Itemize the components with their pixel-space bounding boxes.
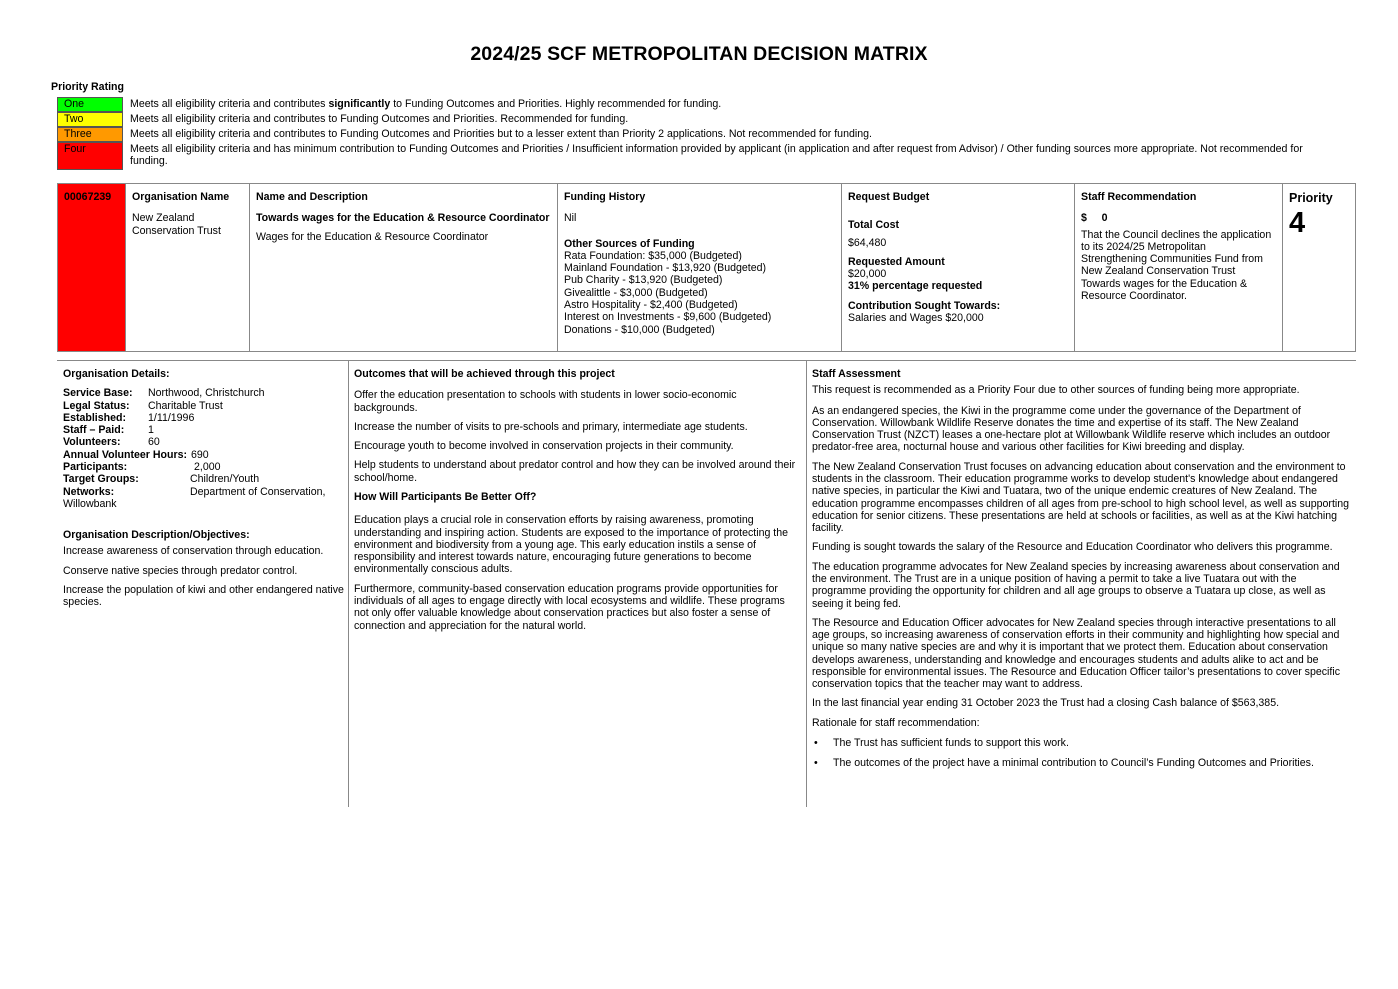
priority-swatch: Four: [57, 142, 123, 170]
assessment-paragraph: The Resource and Education Officer advocates for New Zealand species through interactive presentations to all age groups, so increasing awareness of conservation efforts in their community and highlighting how special and unique so many native species are and why it is important that we protect them. Education about conservation develops awareness, understanding and knowledge and encourages students and adults alike to act and be responsible for environmental issues. The Resource and Education Officer tailor’s presentations to cover specific conservation topics that the teacher may want to address.: [812, 616, 1341, 691]
priority-value: 4: [1289, 206, 1306, 239]
detail-row: Participants: 2,000: [63, 460, 221, 473]
rationale-item: • The Trust has sufficient funds to support this work.: [812, 737, 1352, 749]
organisation-name-cell: [125, 184, 249, 351]
assessment-paragraph: As an endangered species, the Kiwi in the programme come under the governance of the Department of Conservation. Willowbank Wildlife Reserve donates the time and expertise of its staff. The New Zealand Conservation Trust (NZCT) leases a one-hectare plot at Willowbank Wildlife reserve which includes an outdoor predator-free area, nocturnal house and various other facilities for Kiwi breeding and display.: [812, 404, 1331, 454]
requested-amount-label: Requested Amount: [848, 255, 945, 268]
objective-item: Increase the population of kiwi and other endangered native species.: [63, 583, 344, 609]
assessment-paragraph: The New Zealand Conservation Trust focuses on advancing education about conservation and the environment to students in the classroom. Their education programme works to develop student's knowledge about endangered native species, in particular the Kiwi and Tuatara, two of the unique endemic creatures of New Zealand. The education programme encompasses children of all ages from pre-school to high school level, as well as supporting education for senior citizens. These presentations are held at schools or facilities, as well as at the Kiwi hatching facility.: [812, 460, 1350, 535]
detail-row: Target Groups: Children/Youth: [63, 473, 260, 486]
priority-description: Meets all eligibility criteria and has minimum contribution to Funding Outcomes and Priorities / Insufficient information provided by applicant (in application and after request from Advisor) / Other funding sources more appropriate. Not recommended for funding.: [130, 143, 1303, 168]
section-heading: Outcomes that will be achieved through this project: [354, 368, 615, 380]
requested-amount: $20,000: [848, 268, 887, 281]
detail-row: Established: 1/11/1996: [63, 411, 195, 424]
column-header: Request Budget: [848, 191, 930, 203]
detail-row: Annual Volunteer Hours: 690: [63, 448, 209, 461]
better-off-paragraph: Education plays a crucial role in conservation efforts by raising awareness, promoting understanding and inspiring action. Students are exposed to the importance of protecting the environment and biodiversity from a young age. This early education instils a sense of responsibility and interest towards nature, encouraging future generations to become environmentally conscious adults.: [354, 514, 789, 576]
column-header: Name and Description: [256, 191, 368, 203]
total-cost-label: Total Cost: [848, 219, 900, 232]
funding-source: Rata Foundation: $35,000 (Budgeted): [564, 249, 742, 262]
priority-description: Meets all eligibility criteria and contributes to Funding Outcomes and Priorities but to a lesser extent than Priority 2 applications. Not recommended for funding.: [130, 128, 872, 140]
outcome-item: Offer the education presentation to schools with students in lower socio-economic backgrounds.: [354, 389, 737, 414]
rationale-list: [812, 737, 1352, 770]
staff-assessment-column: [812, 368, 1352, 778]
column-header: Staff Recommendation: [1081, 191, 1197, 203]
detail-row: Networks: Department of Conservation,: [63, 485, 326, 498]
priority-description: Meets all eligibility criteria and contributes to Funding Outcomes and Priorities. Recommended for funding.: [130, 113, 629, 125]
percentage-requested: 31% percentage requested: [848, 280, 983, 293]
name-description-cell: [249, 184, 558, 351]
organisation-name: New Zealand Conservation Trust: [132, 212, 221, 237]
section-heading: Staff Assessment: [812, 368, 901, 380]
other-sources-heading: Other Sources of Funding: [564, 237, 695, 250]
column-header: Funding History: [564, 191, 646, 203]
outcome-item: Encourage youth to become involved in conservation projects in their community.: [354, 440, 734, 453]
objective-item: Increase awareness of conservation through education.: [63, 545, 324, 558]
column-header: Organisation Name: [132, 191, 230, 203]
request-budget-cell: [841, 184, 1074, 351]
outcomes-column: [354, 368, 800, 639]
application-id-cell: [58, 184, 125, 351]
section-heading: Organisation Details:: [63, 368, 170, 380]
application-id: 00067239: [64, 191, 112, 203]
outcome-item: Increase the number of visits to pre-schools and primary, intermediate age students.: [354, 420, 748, 433]
contribution-label: Contribution Sought Towards:: [848, 299, 1001, 312]
priority-swatch: One: [57, 97, 123, 112]
recommended-amount: $ 0: [1081, 212, 1108, 225]
project-name: Towards wages for the Education & Resource Coordinator: [256, 212, 550, 225]
priority-swatch: Two: [57, 112, 123, 127]
organisation-details-column: [63, 368, 345, 616]
funding-history: Nil: [564, 212, 577, 225]
detail-row: Staff – Paid: 1: [63, 424, 154, 437]
priority-description: Meets all eligibility criteria and contributes significantly to Funding Outcomes and Priorities. Highly recommended for funding.: [130, 98, 722, 110]
priority-swatch: Three: [57, 127, 123, 142]
outcome-item: Help students to understand about predator control and how they can be involved around their school/home.: [354, 459, 796, 484]
funding-source: Pub Charity - $13,920 (Budgeted): [564, 274, 723, 287]
project-description: Wages for the Education & Resource Coordinator: [256, 230, 489, 243]
section-heading: Organisation Description/Objectives:: [63, 529, 250, 542]
assessment-paragraph: Funding is sought towards the salary of the Resource and Education Coordinator who delivers this programme.: [812, 541, 1333, 554]
column-divider: [806, 361, 807, 807]
funding-history-cell: [557, 184, 841, 351]
application-summary-table: [57, 183, 1356, 352]
priority-cell: [1282, 184, 1357, 351]
page-title: 2024/25 SCF METROPOLITAN DECISION MATRIX: [470, 43, 928, 65]
section-divider: [57, 360, 1356, 361]
assessment-paragraph: The education programme advocates for New Zealand species by increasing awareness about conservation and the environment. The Trust are in a unique position of having a permit to take a live Tuatara out with the programme providing the opportunity for children and all age groups to observe a Tuatara up close, as well as seeing it being fed.: [812, 560, 1340, 610]
priority-header: Priority: [1289, 191, 1333, 205]
detail-continuation: Willowbank: [63, 497, 117, 510]
better-off-paragraph: Furthermore, community-based conservation education programs provide opportunities for individuals of all ages to engage directly with local ecosystems and wildlife. These programs not only offer valuable knowledge about conservation practices but also foster a sense of connection and appreciation for the natural world.: [354, 582, 785, 632]
objective-item: Conserve native species through predator control.: [63, 564, 298, 577]
rationale-item: • The outcomes of the project have a minimal contribution to Council’s Funding Outcomes and Priorities.: [812, 757, 1352, 769]
funding-source: Donations - $10,000 (Budgeted): [564, 323, 715, 336]
column-divider: [348, 361, 349, 807]
assessment-paragraph: This request is recommended as a Priority Four due to other sources of funding being more appropriate.: [812, 384, 1300, 397]
funding-source: Mainland Foundation - $13,920 (Budgeted): [564, 262, 767, 275]
funding-source: Interest on Investments - $9,600 (Budgeted): [564, 311, 772, 324]
funding-source: Astro Hospitality - $2,400 (Budgeted): [564, 298, 738, 311]
assessment-paragraph: In the last financial year ending 31 October 2023 the Trust had a closing Cash balance of $563,385.: [812, 697, 1280, 710]
staff-recommendation-text: That the Council declines the application to its 2024/25 Metropolitan Strengthening Communities Fund from New Zealand Conservation Trust Towards wages for the Education & Resource Coordinator.: [1081, 228, 1272, 302]
total-cost: $64,480: [848, 236, 887, 249]
assessment-paragraph: Rationale for staff recommendation:: [812, 716, 980, 729]
detail-row: Volunteers: 60: [63, 436, 160, 449]
contribution-value: Salaries and Wages $20,000: [848, 311, 984, 324]
funding-source: Givealittle - $3,000 (Budgeted): [564, 286, 708, 299]
detail-row: Legal Status: Charitable Trust: [63, 399, 223, 412]
detail-row: Service Base: Northwood, Christchurch: [63, 387, 265, 400]
section-heading: How Will Participants Be Better Off?: [354, 490, 537, 503]
staff-recommendation-cell: [1074, 184, 1282, 351]
priority-rating-heading: Priority Rating: [51, 81, 124, 93]
